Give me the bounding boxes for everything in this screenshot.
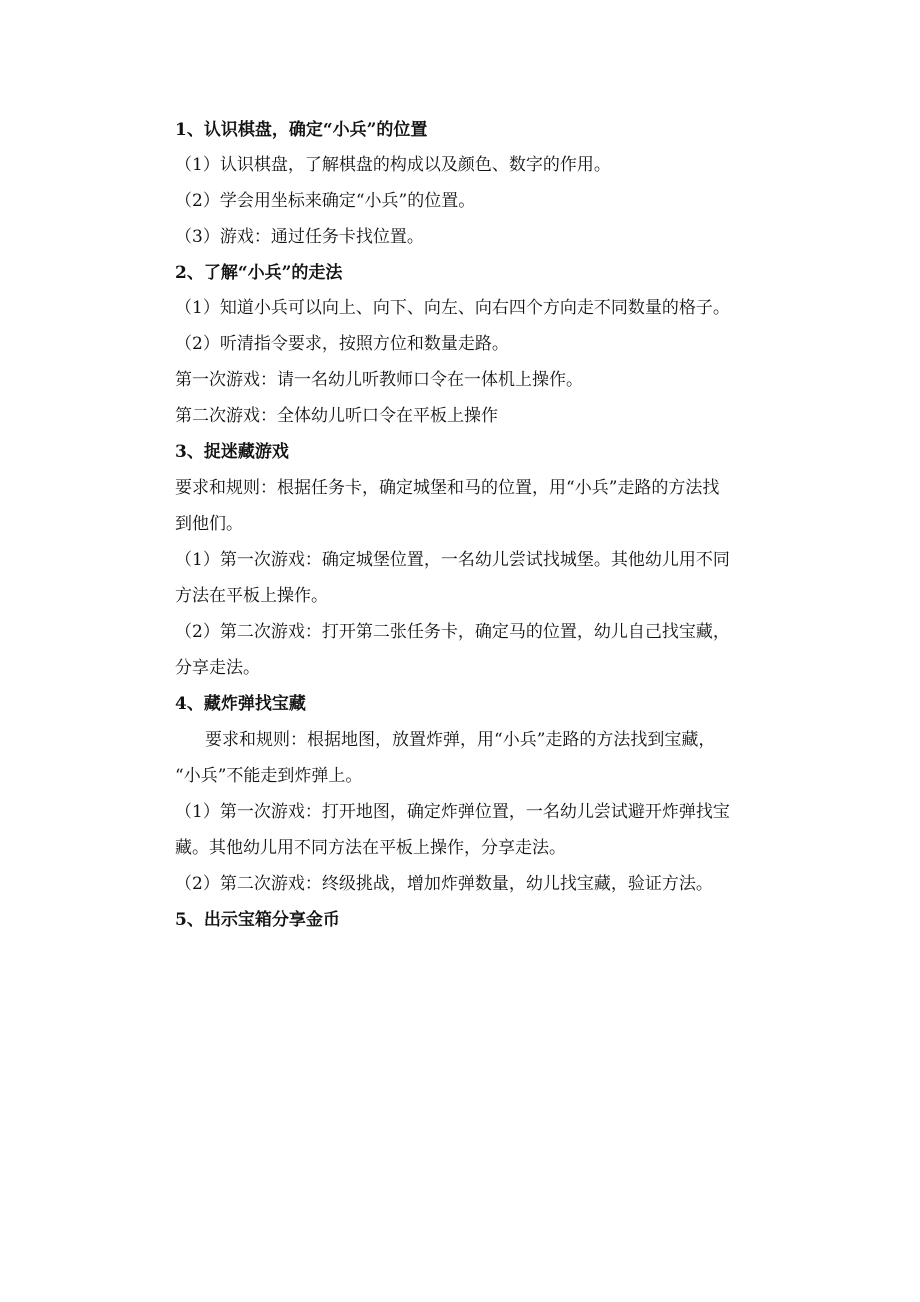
section-1-item-1: （1）认识棋盘，了解棋盘的构成以及颜色、数字的作用。 [175,155,611,175]
section-2-item-1: （1）知道小兵可以向上、向下、向左、向右四个方向走不同数量的格子。 [175,298,730,318]
section-2-item-2: （2）听清指令要求，按照方位和数量走路。 [175,334,509,354]
section-3-item-2: 到他们。 [175,514,243,534]
section-3-item-4: 方法在平板上操作。 [175,586,328,606]
section-3-item-6: 分享走法。 [175,658,260,678]
section-1-heading: 1、认识棋盘，确定“小兵”的位置 [175,120,428,140]
section-4-item-4: 藏。其他幼儿用不同方法在平板上操作，分享走法。 [175,838,566,858]
section-4-heading: 4、藏炸弹找宝藏 [175,694,306,714]
section-4-item-5: （2）第二次游戏：终级挑战，增加炸弹数量，幼儿找宝藏，验证方法。 [175,874,713,894]
section-3-item-5: （2）第二次游戏：打开第二张任务卡，确定马的位置，幼儿自己找宝藏， [175,622,730,642]
section-3-item-3: （1）第一次游戏：确定城堡位置，一名幼儿尝试找城堡。其他幼儿用不同 [175,550,730,570]
section-4-item-1: 要求和规则：根据地图，放置炸弹，用“小兵”走路的方法找到宝藏， [205,730,716,750]
section-2-item-4: 第二次游戏：全体幼儿听口令在平板上操作 [175,406,498,426]
section-4-item-2: “小兵”不能走到炸弹上。 [175,766,363,786]
section-2-heading: 2、了解“小兵”的走法 [175,263,343,283]
section-3-item-1: 要求和规则：根据任务卡，确定城堡和马的位置，用“小兵”走路的方法找 [175,478,720,498]
section-5-heading: 5、出示宝箱分享金币 [175,910,340,930]
section-3-heading: 3、捉迷藏游戏 [175,442,289,462]
section-1-item-2: （2）学会用坐标来确定“小兵”的位置。 [175,191,476,211]
section-2-item-3: 第一次游戏：请一名幼儿听教师口令在一体机上操作。 [175,370,583,390]
section-4-item-3: （1）第一次游戏：打开地图，确定炸弹位置，一名幼儿尝试避开炸弹找宝 [175,802,730,822]
section-1-item-3: （3）游戏：通过任务卡找位置。 [175,227,424,247]
